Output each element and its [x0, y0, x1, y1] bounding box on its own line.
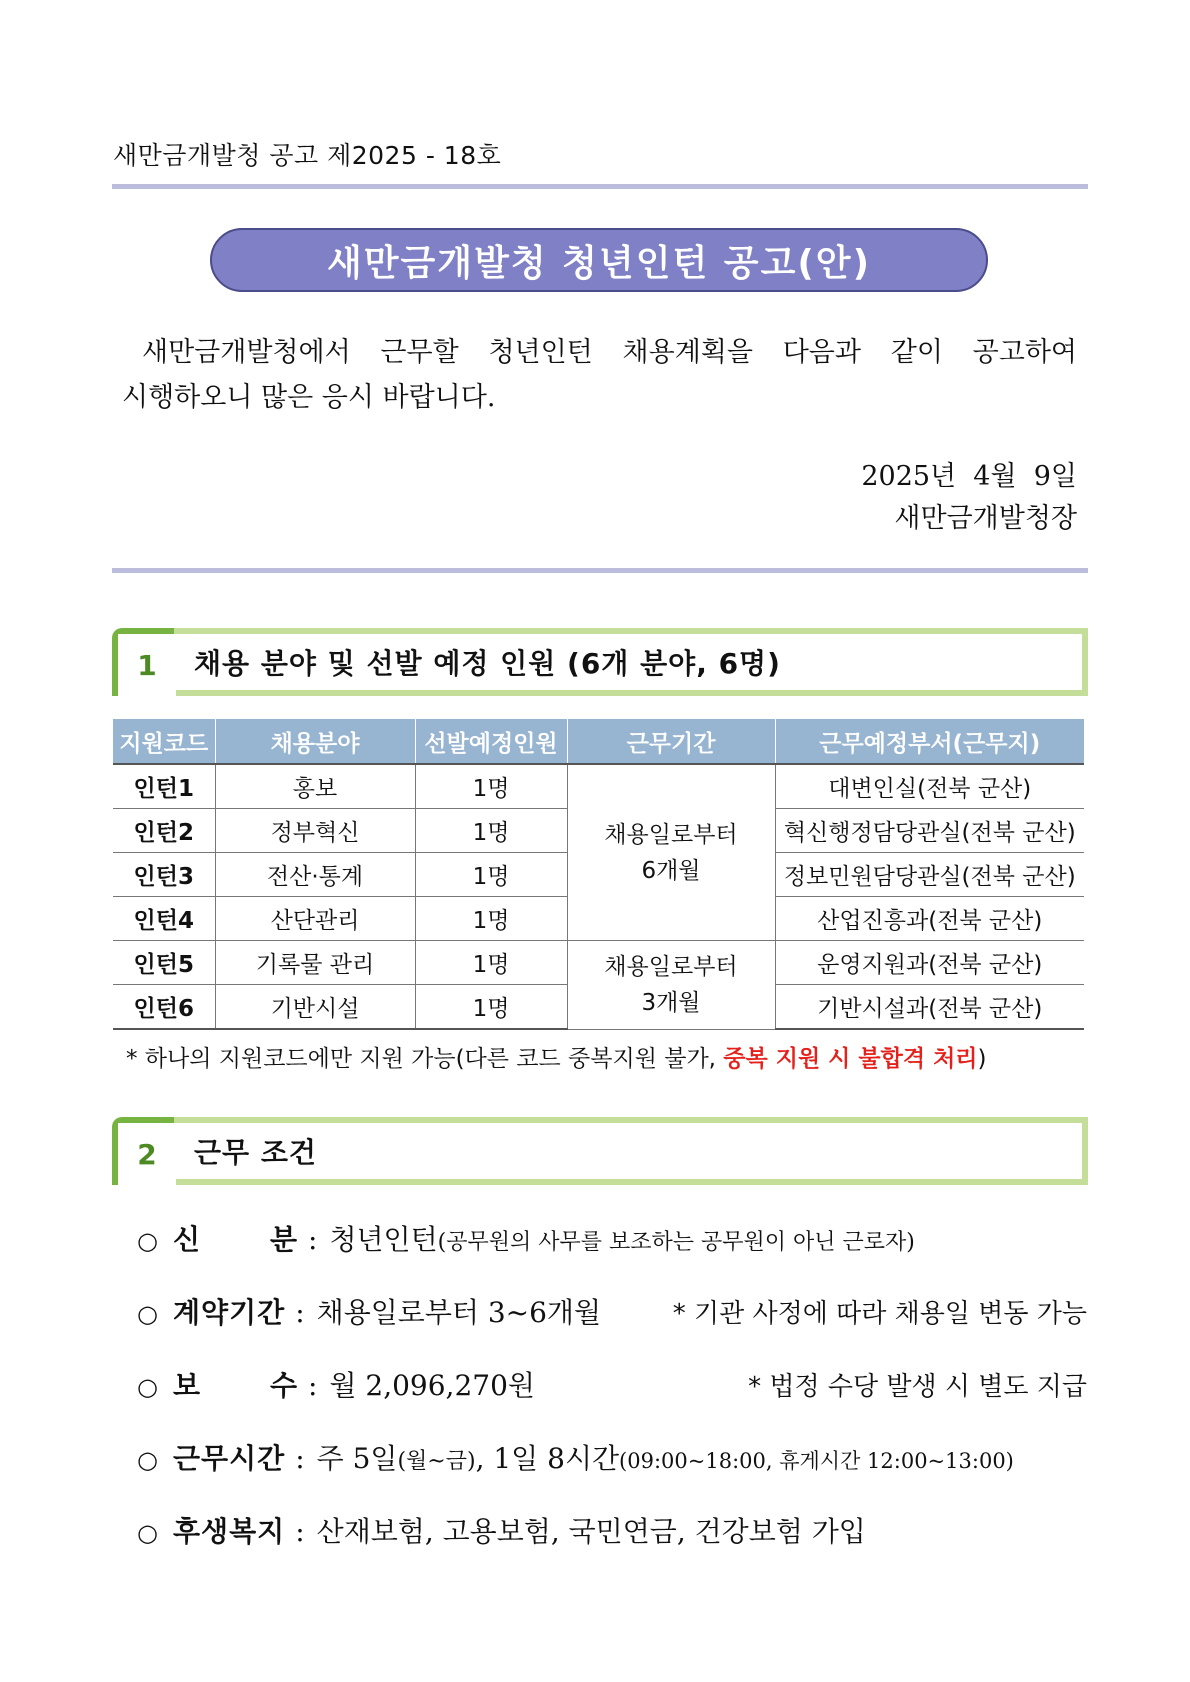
intro-line-1	[122, 330, 1077, 375]
condition-value: 월 2,096,270원	[329, 1369, 535, 1402]
condition-status	[137, 1218, 1087, 1258]
condition-label: 신 분	[173, 1223, 298, 1256]
count-cell: 1명	[415, 985, 567, 1030]
field-cell: 정부혁신	[215, 809, 415, 853]
field-cell: 기록물 관리	[215, 941, 415, 985]
intro-word: 청년인턴	[488, 337, 593, 368]
recruitment-table	[113, 719, 1084, 1030]
dept-cell: 운영지원과(전북 군산)	[775, 941, 1084, 985]
section-2-header	[112, 1117, 1088, 1185]
section-number: 2	[118, 1123, 176, 1185]
condition-value: 산재보험, 고용보험, 국민연금, 건강보험 가입	[316, 1515, 866, 1548]
notice-number: 새만금개발청 공고 제2025 - 18호	[113, 141, 502, 170]
section-number: 1	[118, 634, 176, 696]
count-cell: 1명	[415, 853, 567, 897]
condition-label: 근무시간	[173, 1442, 286, 1475]
intro-word: 다음과	[782, 337, 861, 368]
intro-word: 채용계획을	[622, 337, 753, 368]
top-divider	[112, 184, 1088, 189]
table-header-row	[113, 719, 1084, 764]
intro-word: 근무할	[380, 337, 459, 368]
condition-value: , 1일 8시간	[475, 1442, 620, 1475]
footnote-close: )	[977, 1046, 987, 1072]
code-cell: 인턴1	[113, 764, 215, 809]
condition-note: * 기관 사정에 따라 채용일 변동 가능	[672, 1299, 1087, 1329]
field-cell: 홍보	[215, 764, 415, 809]
period-cell	[567, 941, 775, 1030]
period-cell	[567, 764, 775, 941]
colon: :	[308, 1369, 318, 1402]
code-cell: 인턴2	[113, 809, 215, 853]
intro-word: 공고하여	[972, 337, 1077, 368]
intro-word: 같이	[890, 337, 943, 368]
column-header: 근무예정부서(근무지)	[775, 719, 1084, 764]
dept-cell: 대변인실(전북 군산)	[775, 764, 1084, 809]
condition-detail: (월~금)	[397, 1449, 476, 1474]
bottom-divider	[112, 568, 1088, 573]
footnote-text: * 하나의 지원코드에만 지원 가능(다른 코드 중복지원 불가,	[126, 1046, 724, 1072]
field-cell: 전산·통계	[215, 853, 415, 897]
condition-note: * 법정 수당 발생 시 별도 지급	[748, 1372, 1087, 1402]
condition-contract	[137, 1291, 1087, 1331]
section-1-header	[112, 628, 1088, 696]
colon: :	[295, 1515, 305, 1548]
condition-detail: (09:00~18:00, 휴게시간 12:00~13:00)	[619, 1449, 1014, 1473]
period-line: 채용일로부터	[604, 821, 738, 848]
date-block	[861, 456, 1077, 540]
count-cell: 1명	[415, 941, 567, 985]
dept-cell: 정보민원담당관실(전북 군산)	[775, 853, 1084, 897]
dept-cell: 산업진흥과(전북 군산)	[775, 897, 1084, 941]
footnote-warning: 중복 지원 시 불합격 처리	[723, 1046, 978, 1072]
bullet-icon: ○	[137, 1519, 158, 1547]
bullet-icon: ○	[137, 1446, 158, 1474]
bullet-icon: ○	[137, 1373, 158, 1401]
table-row	[113, 941, 1084, 985]
intro-word: 새만금개발청에서	[142, 337, 351, 368]
condition-value: 청년인턴	[329, 1223, 438, 1256]
condition-label: 보 수	[173, 1369, 298, 1402]
column-header: 근무기간	[567, 719, 775, 764]
title-banner	[210, 228, 988, 292]
column-header: 지원코드	[113, 719, 215, 764]
colon: :	[295, 1442, 305, 1475]
count-cell: 1명	[415, 764, 567, 809]
notice-date: 2025년 4월 9일	[861, 461, 1077, 492]
section-title: 근무 조건	[194, 1136, 317, 1169]
condition-label: 후생복지	[173, 1515, 286, 1548]
bullet-icon: ○	[137, 1300, 158, 1328]
condition-value: 채용일로부터 3~6개월	[316, 1296, 602, 1329]
period-line: 6개월	[641, 857, 701, 884]
condition-detail: (공무원의 사무를 보조하는 공무원이 아닌 근로자)	[437, 1230, 915, 1255]
period-line: 채용일로부터	[604, 953, 738, 980]
condition-pay	[137, 1364, 1087, 1404]
page-title: 새만금개발청 청년인턴 공고(안)	[326, 242, 872, 284]
field-cell: 산단관리	[215, 897, 415, 941]
intro-paragraph	[122, 330, 1077, 420]
colon: :	[295, 1296, 305, 1329]
issuer: 새만금개발청장	[894, 503, 1077, 534]
count-cell: 1명	[415, 897, 567, 941]
intro-line-2: 시행하오니 많은 응시 바랍니다.	[122, 382, 496, 413]
field-cell: 기반시설	[215, 985, 415, 1030]
condition-label: 계약기간	[173, 1296, 286, 1329]
period-line: 3개월	[641, 989, 701, 1016]
condition-hours	[137, 1437, 1087, 1477]
section-title: 채용 분야 및 선발 예정 인원 (6개 분야, 6명)	[194, 647, 781, 680]
condition-value: 주 5일	[316, 1442, 398, 1475]
count-cell: 1명	[415, 809, 567, 853]
colon: :	[308, 1223, 318, 1256]
dept-cell: 혁신행정담당관실(전북 군산)	[775, 809, 1084, 853]
column-header: 채용분야	[215, 719, 415, 764]
column-header: 선발예정인원	[415, 719, 567, 764]
code-cell: 인턴3	[113, 853, 215, 897]
code-cell: 인턴6	[113, 985, 215, 1030]
dept-cell: 기반시설과(전북 군산)	[775, 985, 1084, 1030]
table-footnote	[126, 1040, 987, 1073]
condition-welfare	[137, 1510, 1087, 1550]
code-cell: 인턴4	[113, 897, 215, 941]
code-cell: 인턴5	[113, 941, 215, 985]
table-row	[113, 764, 1084, 809]
bullet-icon: ○	[137, 1227, 158, 1255]
